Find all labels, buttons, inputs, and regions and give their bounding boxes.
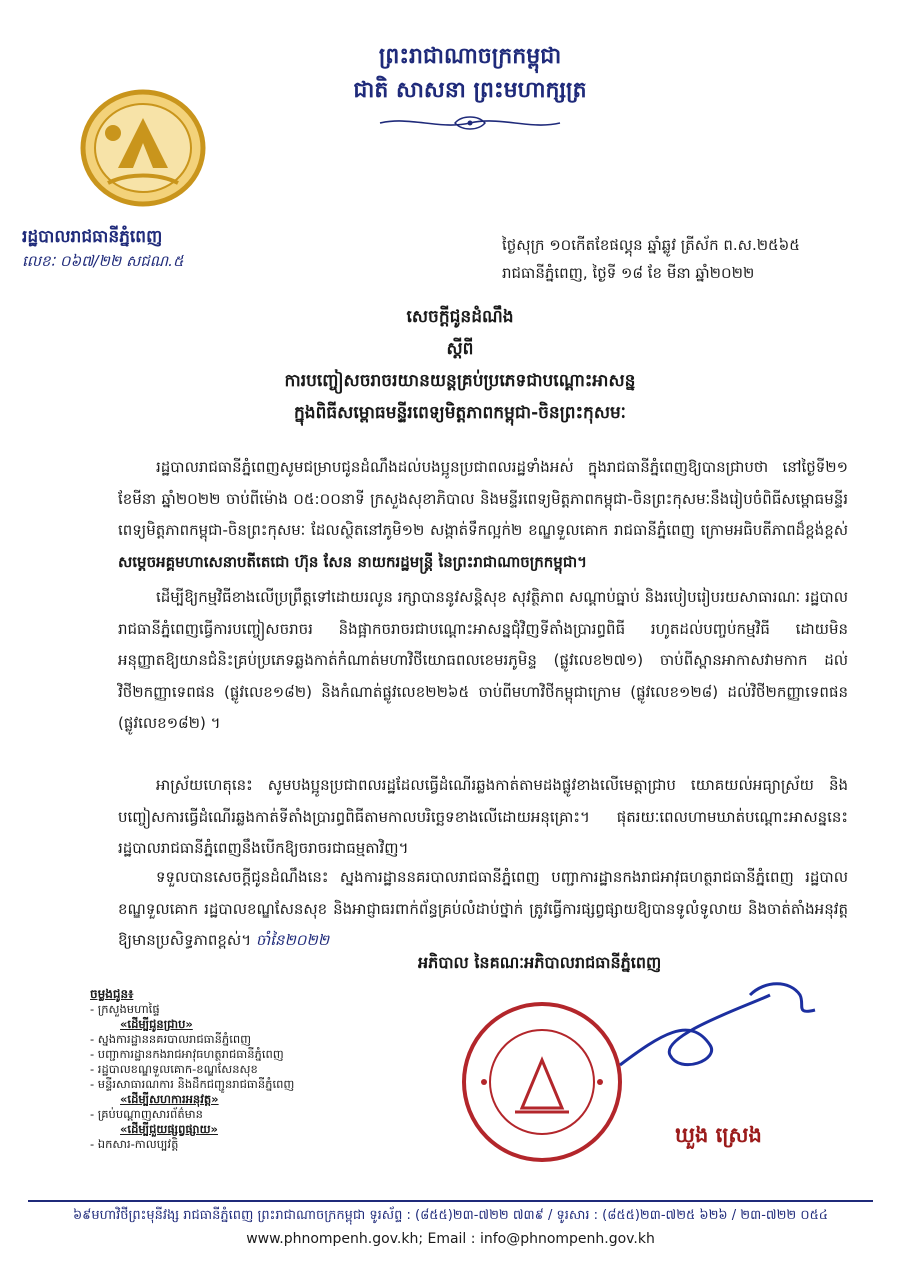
copy-to-list <box>90 987 390 1152</box>
footer-web-email: www.phnompenh.gov.kh; Email : info@phnompenh.gov.kh <box>246 1231 655 1247</box>
copy-to-item: - មន្ទីរសាធារណការ និងដឹកជញ្ជូនរាជធានីភ្នំពេញ <box>90 1077 295 1091</box>
signer-title: អភិបាល នៃគណៈអភិបាលរាជធានីភ្នំពេញ <box>418 953 662 972</box>
paragraph-1-text: រដ្ឋបាលរាជធានីភ្នំពេញសូមជម្រាបជូនដំណឹងដល់បងប្អូនប្រជាពលរដ្ឋទាំងអស់ ក្នុងរាជធានីភ្នំពេញឱ្យបានជ្រាបថា នៅថ្ងៃទី២១ ខែមីនា ឆ្នាំ២០២២ ចាប់ពីម៉ោង ០៥:០០នាទី ក្រសួងសុខាភិបាល និងមន្ទីរពេទ្យមិត្តភាពកម្ពុជា-ចិនព្រះកុសមៈនឹងរៀបចំពិធីសម្ពោធមន្ទីរពេទ្យមិត្តភាពកម្ពុជា-ចិនព្រះកុសមៈ ដែលស្ថិតនៅភូមិ១២ សង្កាត់ទឹកល្អក់២ ខណ្ឌទួលគោក រាជធានីភ្នំពេញ ក្រោមអធិបតីភាពដ៏ខ្ពង់ខ្ពស់ <box>118 458 848 539</box>
copy-to-item: - រដ្ឋបាលខណ្ឌទួលគោក-ខណ្ឌសែនសុខ <box>90 1062 258 1076</box>
lunar-date: ថ្ងៃសុក្រ ១០កើតខែផល្គុន ឆ្នាំឆ្លូវ ត្រីស័ក ព.ស.២៥៦៥ <box>502 236 800 254</box>
ministry-name: រដ្ឋបាលរាជធានីភ្នំពេញ <box>22 227 163 247</box>
phnom-penh-emblem <box>78 88 208 208</box>
notice-heading: សេចក្តីជូនដំណឹង <box>406 307 514 327</box>
national-motto: ជាតិ សាសនា ព្រះមហាក្សត្រ <box>353 78 587 103</box>
paragraph-1-honorific: សម្តេចអគ្គមហាសេនាបតីតេជោ ហ៊ុន សែន នាយករដ្ឋមន្ត្រី នៃព្រះរាជាណាចក្រកម្ពុជា។ <box>118 552 587 571</box>
handwritten-signature <box>600 975 830 1085</box>
reference-number: លេខៈ ០៦៧/២២ សជណ.៥ <box>22 252 184 270</box>
ornament-divider <box>370 112 570 134</box>
copy-to-heading: ចម្លងជូន៖ <box>90 987 134 1001</box>
body-paragraph-4 <box>118 862 848 957</box>
handwritten-note: ចាំនៃ២០២២ <box>255 931 330 949</box>
copy-to-purpose: «ដើម្បីសហការអនុវត្ត» <box>120 1092 219 1106</box>
paragraph-4-text: ទទួលបានសេចក្តីជូនដំណឹងនេះ ស្នងការដ្ឋាននគរបាលរាជធានីភ្នំពេញ បញ្ជាការដ្ឋានកងរាជអាវុធហត្ថរាជធានីភ្នំពេញ រដ្ឋបាលខណ្ឌទួលគោក រដ្ឋបាលខណ្ឌសែនសុខ និងអាជ្ញាធរពាក់ព័ន្ធគ្រប់លំដាប់ថ្នាក់ ត្រូវធ្វើការផ្សព្វផ្សាយឱ្យបានទូលំទូលាយ និងចាត់តាំងអនុវត្តឱ្យមានប្រសិទ្ធភាពខ្ពស់។ <box>118 868 848 949</box>
notice-subject-line1: ការបញ្ចៀសចរាចរយានយន្តគ្រប់ប្រភេទជាបណ្តោះអាសន្ន <box>284 371 636 391</box>
kingdom-name: ព្រះរាជាណាចក្រកម្ពុជា <box>378 44 562 69</box>
copy-to-item: - ក្រសួងមហាផ្ទៃ <box>90 1002 160 1016</box>
copy-to-item: - គ្រប់បណ្តាញសារព័ត៌មាន <box>90 1107 203 1121</box>
footer-divider <box>28 1200 873 1202</box>
letterhead <box>250 40 690 108</box>
solar-date: រាជធានីភ្នំពេញ, ថ្ងៃទី ១៨ ខែ មីនា ឆ្នាំ២០២២ <box>502 264 755 282</box>
copy-to-purpose: «ដើម្បីជួយផ្សព្វផ្សាយ» <box>120 1122 218 1136</box>
notice-subject-label: ស្តីពី <box>446 339 474 359</box>
body-paragraph-2: ដើម្បីឱ្យកម្មវិធីខាងលើប្រព្រឹត្តទៅដោយរលូន រក្សាបាននូវសន្តិសុខ សុវត្ថិភាព សណ្តាប់ធ្នាប់ និងរបៀបរៀបរយសាធារណៈ រដ្ឋបាលរាជធានីភ្នំពេញធ្វើការបញ្ចៀសចរាចរ និងផ្អាកចរាចរជាបណ្តោះអាសន្នជុំវិញទីតាំងប្រារព្ធពិធី រហូតដល់បញ្ចប់កម្មវិធី ដោយមិនអនុញ្ញាតឱ្យយានជំនិះគ្រប់ប្រភេទឆ្លងកាត់កំណាត់មហាវិថីយោធពលខេមរភូមិន្ទ (ផ្លូវលេខ២៧១) ចាប់ពីស្ពានអាកាសវាមកាក ដល់វិថី២កញ្ញាទេពផន (ផ្លូវលេខ១៨២) និងកំណាត់ផ្លូវលេខ២២៦៥ ចាប់ពីមហាវិថីកម្ពុជាក្រោម (ផ្លូវលេខ១២៨) ដល់វិថី២កញ្ញាទេពផន (ផ្លូវលេខ១៨២) ។ <box>118 588 848 732</box>
copy-to-item: - ស្នងការដ្ឋាននគរបាលរាជធានីភ្នំពេញ <box>90 1032 252 1046</box>
copy-to-item: - ឯកសារ-កាលប្បវត្តិ <box>90 1137 179 1151</box>
copy-to-item: - បញ្ជាការដ្ឋានកងរាជអាវុធហត្ថរាជធានីភ្នំពេញ <box>90 1047 284 1061</box>
body-paragraph-1 <box>118 452 848 578</box>
notice-subject-line2: ក្នុងពិធីសម្ពោធមន្ទីរពេទ្យមិត្តភាពកម្ពុជា-ចិនព្រះកុសមៈ <box>294 403 626 423</box>
signer-name: ឃួង ស្រេង <box>675 1123 762 1147</box>
copy-to-purpose: «ដើម្បីជូនជ្រាប» <box>120 1017 193 1031</box>
body-paragraph-3: អាស្រ័យហេតុនេះ សូមបងប្អូនប្រជាពលរដ្ឋដែលធ្វើដំណើរឆ្លងកាត់តាមដងផ្លូវខាងលើមេត្តាជ្រាប យោគយល់អធ្យាស្រ័យ និងបញ្ចៀសការធ្វើដំណើរឆ្លងកាត់ទីតាំងប្រារព្ធពិធីតាមកាលបរិច្ឆេទខាងលើដោយអនុគ្រោះ។ ផុតរយៈពេលហាមឃាត់បណ្តោះអាសន្ននេះ រដ្ឋបាលរាជធានីភ្នំពេញនឹងបើកឱ្យចរាចរជាធម្មតាវិញ។ <box>118 776 848 857</box>
footer-address: ៦៩មហាវិថីព្រះមុនីវង្ស រាជធានីភ្នំពេញ ព្រះរាជាណាចក្រកម្ពុជា ទូរស័ព្ទ : (៨៥៥)២៣-៧២២ ៧៣៩ / ទូរសារ : (៨៥៥)២៣-៧២៥ ៦២៦ / ២៣-៧២២ ០៥៤ <box>72 1208 829 1223</box>
